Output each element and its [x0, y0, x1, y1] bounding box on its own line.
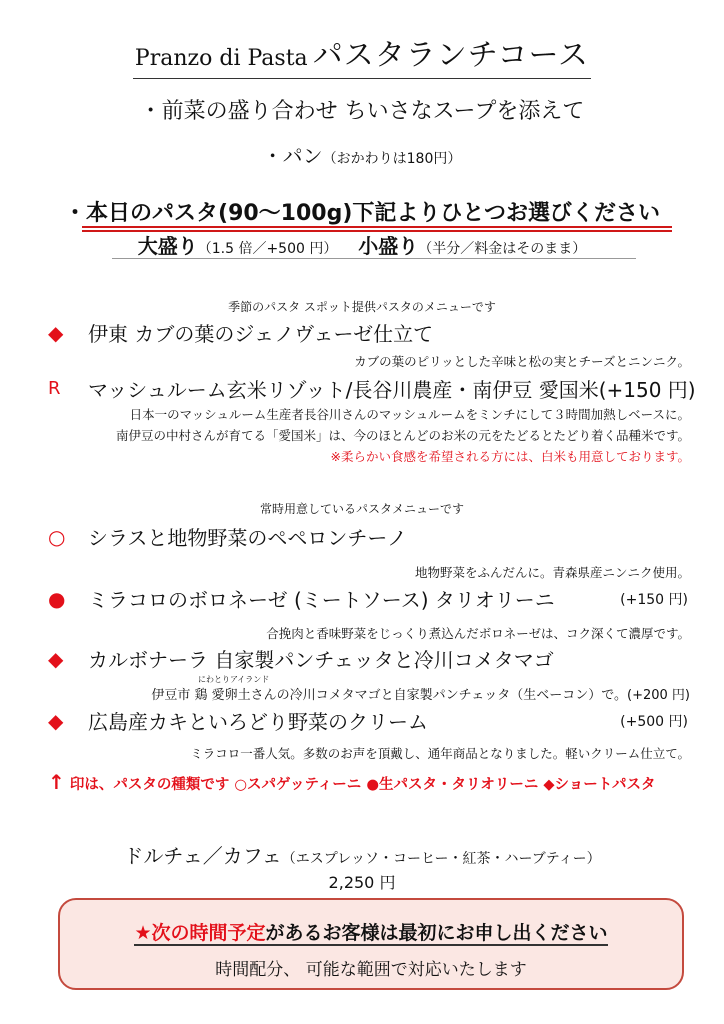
short-pasta-mark-icon: ◆ [48, 708, 64, 733]
heading-underline [82, 226, 672, 228]
item-name: ミラコロのボロネーゼ (ミートソース) タリオリーニ [88, 588, 555, 612]
item-name: マッシュルーム玄米リゾット/長谷川農産・南伊豆 愛国米(+150 円) [88, 378, 696, 402]
title-japanese: パスタランチコース [312, 38, 590, 73]
legend-text: 印は、パスタの種類です ○スパゲッティーニ ●生パスタ・タリオリーニ ◆ショートパスタ [69, 777, 656, 793]
title-italian: Pranzo di Pasta [134, 46, 308, 71]
item-description: 地物野菜をふんだんに。青森県産ニンニク使用。 [414, 565, 690, 580]
regular-note: 常時用意しているパスタメニューです [259, 502, 464, 516]
course-price: 2,250 円 [328, 873, 396, 892]
item-price: (+150 円) [620, 591, 688, 608]
bread-line [0, 140, 724, 169]
item-name: カルボナーラ 自家製パンチェッタと冷川コメタマゴ [88, 648, 554, 672]
dessert-note: （エスプレッソ・コーヒー・紅茶・ハーブティー） [281, 851, 601, 867]
menu-item [48, 522, 407, 551]
size-underline [112, 258, 636, 259]
short-pasta-mark-icon: ◆ [48, 320, 64, 345]
item-description: 伊豆市 鶏 愛卵土さんの冷川コメタマゴと自家製パンチェッタ（生ベーコン）で。(+200 円) [151, 688, 690, 703]
menu-item [48, 584, 688, 613]
item-description: 南伊豆の中村さんが育てる「愛国米」は、今のほとんどのお米の元をたどるとたどり着く品種米です。 [115, 428, 690, 443]
notice-line-1 [60, 918, 682, 945]
dessert-line [0, 840, 724, 869]
time-notice-box [58, 898, 684, 990]
item-name: 伊東 カブの葉のジェノヴェーゼ仕立て [88, 322, 434, 346]
item-description: カブの葉のピリッとした辛味と松の実とチーズとニンニク。 [354, 354, 690, 369]
item-name: 広島産カキといろどり野菜のクリーム [88, 710, 428, 734]
fresh-pasta-mark-icon: ● [48, 586, 66, 611]
item-description: 合挽肉と香味野菜をじっくり煮込んだボロネーゼは、コク深くて濃厚です。 [266, 626, 690, 641]
up-arrow-icon: ↑ [48, 770, 65, 794]
star-icon: ★ [134, 922, 152, 944]
menu-title [0, 30, 724, 79]
small-label: 小盛り [358, 234, 419, 258]
menu-item [48, 644, 554, 673]
item-description: ミラコロ一番人気。多数のお声を頂戴し、通年商品となりました。軽いクリーム仕立て。 [190, 746, 690, 761]
notice-line-2: 時間配分、 可能な範囲で対応いたします [215, 960, 527, 980]
dessert-label: ドルチェ／カフェ [123, 844, 282, 868]
ruby-annotation: にわとりアイランド [198, 675, 270, 684]
menu-item [48, 374, 696, 403]
bread-label: ・パン [262, 144, 323, 168]
menu-item [48, 706, 688, 735]
bread-note: （おかわりは180円） [322, 151, 462, 167]
menu-item [48, 318, 433, 347]
pasta-selection-heading: ・本日のパスタ(90～100g)下記よりひとつお選びください [64, 201, 660, 226]
starter-line: ・前菜の盛り合わせ ちいさなスープを添えて [139, 99, 585, 124]
notice-text: があるお客様は最初にお申し出ください [265, 922, 608, 944]
item-note-red: ※柔らかい食感を希望される方には、白米も用意しております。 [330, 449, 690, 464]
item-description: 日本一のマッシュルーム生産者長谷川さんのマッシュルームをミンチにして３時間加熱しベースに。 [129, 407, 690, 422]
seasonal-note: 季節のパスタ スポット提供パスタのメニューです [228, 300, 496, 314]
large-note: （1.5 倍／+500 円） [197, 241, 338, 257]
pasta-type-legend [48, 770, 655, 794]
short-pasta-mark-icon: ◆ [48, 646, 64, 671]
spaghettini-mark-icon: ○ [48, 524, 66, 549]
risotto-mark-icon: R [48, 378, 61, 399]
notice-highlight: 次の時間予定 [151, 922, 266, 944]
small-note: （半分／料金はそのまま） [418, 241, 587, 257]
size-options [0, 230, 724, 259]
item-name: シラスと地物野菜のペペロンチーノ [88, 526, 407, 550]
large-label: 大盛り [137, 234, 198, 258]
item-price: (+500 円) [620, 713, 688, 730]
